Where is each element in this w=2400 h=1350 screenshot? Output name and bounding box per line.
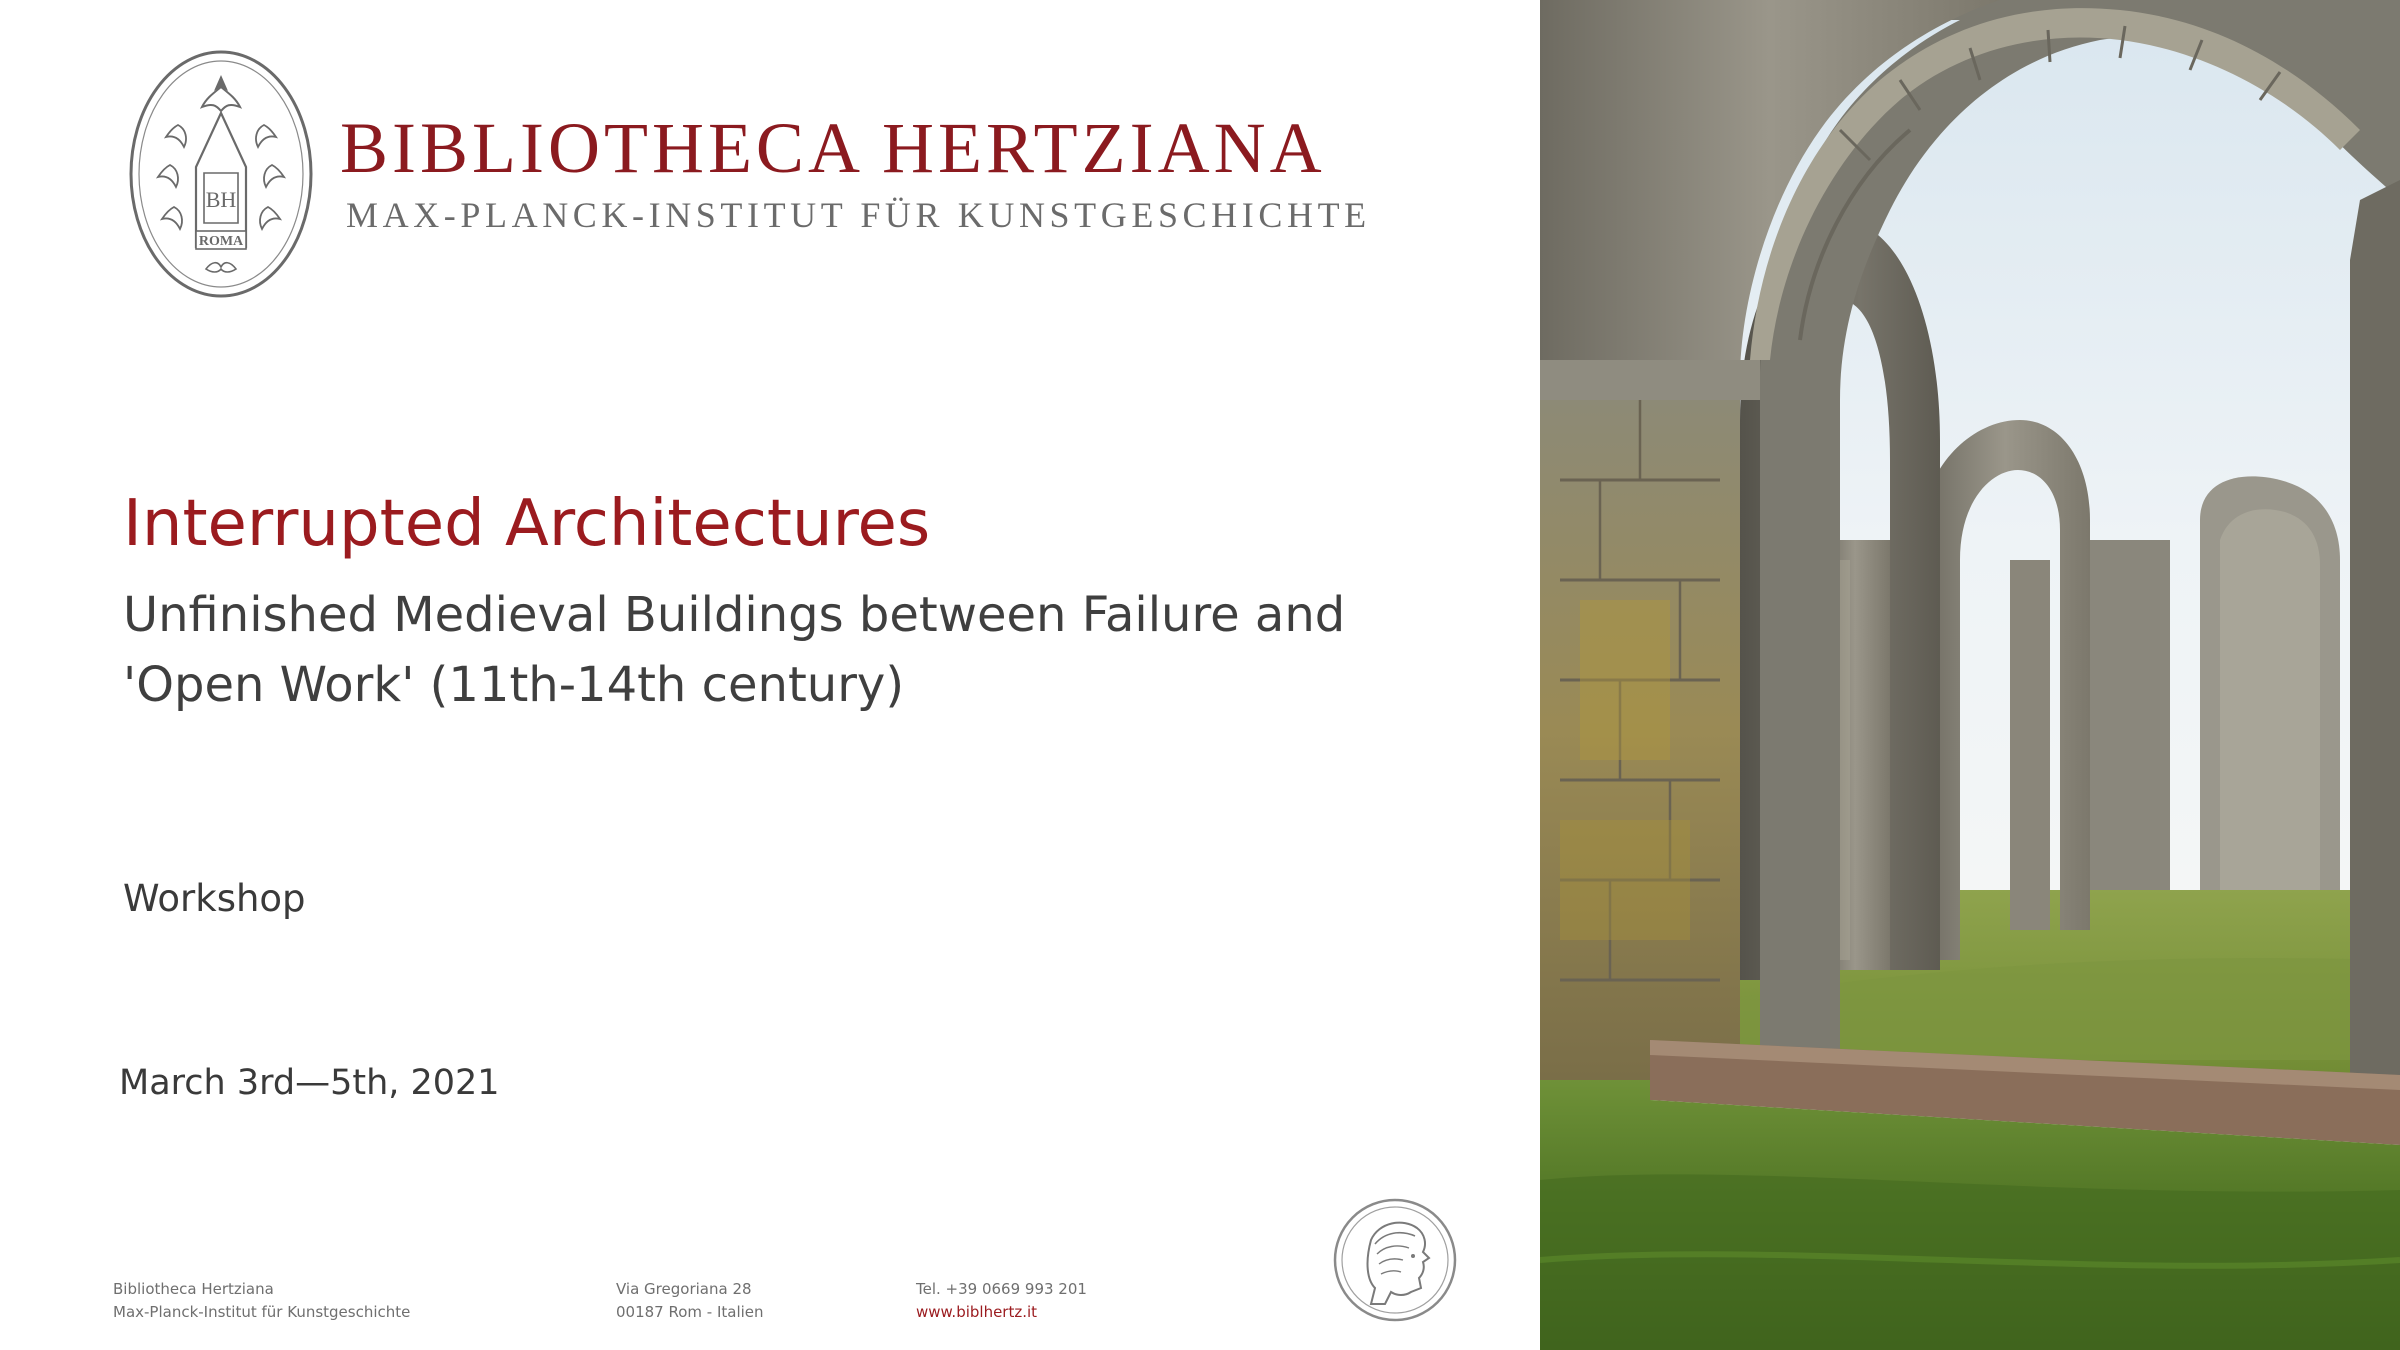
minerva-emblem-icon (1331, 1196, 1459, 1324)
event-date: March 3rd—5th, 2021 (119, 1063, 500, 1103)
footer-org-subtitle: Max-Planck-Institut für Kunstgeschichte (113, 1303, 411, 1321)
seal-text: ROMA (198, 234, 244, 249)
footer-phone: Tel. +39 0669 993 201 (916, 1280, 1087, 1298)
footer-contact (916, 1278, 1087, 1324)
institution-subtitle: MAX-PLANCK-INSTITUT FÜR KUNSTGESCHICHTE (346, 195, 1371, 235)
ruined-arcade-photo (1540, 0, 2400, 1350)
seal-monogram: BH (205, 187, 237, 212)
institution-name: BIBLIOTHECA HERTZIANA (340, 108, 1326, 188)
event-type: Workshop (123, 877, 306, 920)
event-subtitle: Unfinished Medieval Buildings between Failure and 'Open Work' (11th-14th century) (123, 587, 1346, 713)
footer-city: 00187 Rom - Italien (616, 1303, 764, 1321)
footer-street: Via Gregoriana 28 (616, 1280, 752, 1298)
footer-organization (113, 1278, 410, 1324)
footer-org-name: Bibliotheca Hertziana (113, 1280, 274, 1298)
footer-address (616, 1278, 764, 1324)
footer-website-link[interactable]: www.biblhertz.it (916, 1303, 1038, 1321)
event-title: Interrupted Architectures (123, 487, 931, 561)
bibliotheca-hertziana-seal-icon (126, 47, 316, 301)
